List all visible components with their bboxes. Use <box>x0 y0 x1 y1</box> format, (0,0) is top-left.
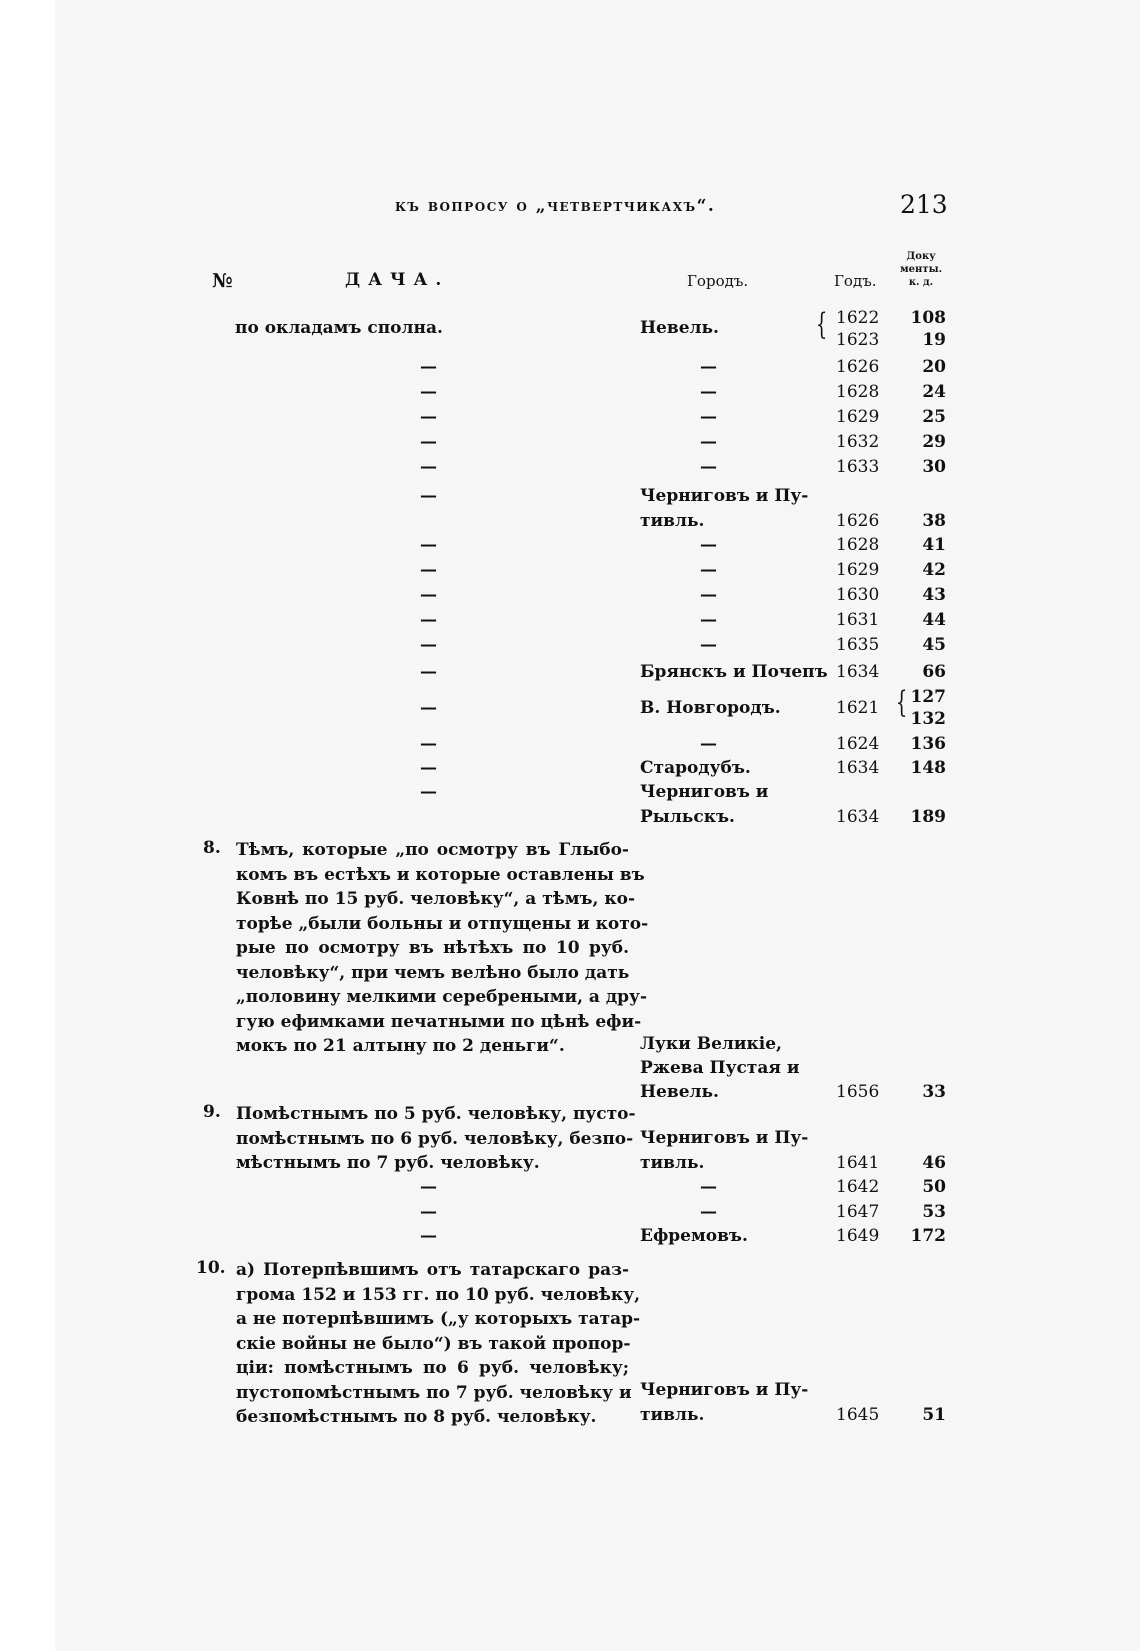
year-text: 1635 <box>836 635 880 655</box>
ditto-dash: — <box>700 432 717 452</box>
year-text: 1634 <box>836 807 880 827</box>
city-text: Брянскъ и Почепъ <box>640 662 828 682</box>
entry-paragraph <box>236 1258 641 1430</box>
ditto-dash: — <box>420 535 437 555</box>
year-text: 1647 <box>836 1202 880 1222</box>
ditto-dash: — <box>420 758 437 778</box>
ditto-dash: — <box>700 734 717 754</box>
city-text-line: Черниговъ и <box>640 782 769 802</box>
ditto-dash: — <box>420 734 437 754</box>
paragraph-line: скіе войны не было“) въ такой пропор- <box>236 1333 631 1354</box>
column-header-year: Годъ. <box>834 272 877 290</box>
city-text-line: Черниговъ и Пу- <box>640 1128 809 1148</box>
doc-number: 24 <box>922 382 946 402</box>
ditto-dash: — <box>700 535 717 555</box>
doc-number: 53 <box>922 1202 946 1222</box>
doc-number: 127 <box>910 687 946 707</box>
doc-number: 189 <box>910 807 946 827</box>
year-text: 1624 <box>836 734 880 754</box>
paragraph-line: человѣку“, при чемъ велѣно было дать <box>236 962 630 983</box>
year-text: 1645 <box>836 1405 880 1425</box>
docs-header-line: к. д. <box>908 277 934 288</box>
city-text: Ефремовъ. <box>640 1226 748 1246</box>
year-text: 1621 <box>836 698 880 718</box>
ditto-dash: — <box>420 1202 437 1222</box>
year-text: 1631 <box>836 610 880 630</box>
doc-number: 66 <box>922 662 946 682</box>
column-header-documents <box>900 250 942 289</box>
paragraph-line: грома 152 и 153 гг. по 10 руб. человѣку, <box>236 1284 640 1305</box>
paragraph-line: помѣстнымъ по 6 руб. человѣку, безпо- <box>236 1128 634 1149</box>
doc-number: 44 <box>922 610 946 630</box>
entry-paragraph <box>236 838 649 1059</box>
city-text-line: тивль. <box>640 511 705 531</box>
running-title: къ вопросу о „четвертчикахъ“. <box>395 196 716 216</box>
doc-number: 108 <box>910 308 946 328</box>
year-text: 1628 <box>836 535 880 555</box>
city-text: Невель. <box>640 318 719 338</box>
doc-number: 19 <box>922 330 946 350</box>
ditto-dash: — <box>700 560 717 580</box>
paragraph-line: а не потерпѣвшимъ („у которыхъ татар- <box>236 1309 641 1329</box>
entry-number: 10. <box>196 1258 226 1278</box>
doc-number: 25 <box>922 407 946 427</box>
ditto-dash: — <box>700 1177 717 1197</box>
paragraph-line: рые по осмотру въ нѣтѣхъ по 10 руб. <box>236 938 629 958</box>
brace-symbol: { <box>815 307 828 342</box>
page-number: 213 <box>900 190 948 219</box>
ditto-dash: — <box>420 662 437 682</box>
ditto-dash: — <box>420 357 437 377</box>
doc-number: 42 <box>922 560 946 580</box>
dacha-text: по окладамъ сполна. <box>235 318 443 338</box>
doc-number: 43 <box>922 585 946 605</box>
doc-number: 148 <box>910 758 946 778</box>
year-text: 1641 <box>836 1153 880 1173</box>
year-text: 1632 <box>836 432 880 452</box>
year-text: 1634 <box>836 662 880 682</box>
ditto-dash: — <box>700 1202 717 1222</box>
city-text-line: Невель. <box>640 1082 719 1102</box>
paragraph-line: мокъ по 21 алтыну по 2 деньги“. <box>236 1036 565 1056</box>
ditto-dash: — <box>420 486 437 506</box>
doc-number: 33 <box>922 1082 946 1102</box>
column-header-number: № <box>212 270 233 292</box>
ditto-dash: — <box>420 457 437 477</box>
year-text: 1634 <box>836 758 880 778</box>
ditto-dash: — <box>700 357 717 377</box>
paragraph-line: комъ въ естѣхъ и которые оставлены въ <box>236 864 645 885</box>
ditto-dash: — <box>700 457 717 477</box>
year-text: 1622 <box>836 308 880 328</box>
city-text-line: Черниговъ и Пу- <box>640 486 809 506</box>
city-text: Стародубъ. <box>640 758 751 778</box>
city-text-line: тивль. <box>640 1153 705 1173</box>
year-text: 1649 <box>836 1226 880 1246</box>
entry-paragraph <box>236 1102 636 1176</box>
city-text: В. Новгородъ. <box>640 698 781 718</box>
paragraph-line: гую ефимками печатными по цѣнѣ ефи- <box>236 1011 642 1032</box>
year-text: 1626 <box>836 511 880 531</box>
year-text: 1630 <box>836 585 880 605</box>
doc-number: 172 <box>910 1226 946 1246</box>
year-text: 1629 <box>836 560 880 580</box>
city-text-line: Луки Великіе, <box>640 1034 782 1054</box>
ditto-dash: — <box>420 585 437 605</box>
year-text: 1626 <box>836 357 880 377</box>
doc-number: 51 <box>922 1405 946 1425</box>
paragraph-line: Ковнѣ по 15 руб. человѣку“, а тѣмъ, ко- <box>236 889 636 909</box>
city-text-line: Ржева Пустая и <box>640 1058 800 1078</box>
ditto-dash: — <box>700 382 717 402</box>
year-text: 1656 <box>836 1082 880 1102</box>
year-text: 1623 <box>836 330 880 350</box>
doc-number: 45 <box>922 635 946 655</box>
city-text-line: Рыльскъ. <box>640 807 735 827</box>
ditto-dash: — <box>420 782 437 802</box>
ditto-dash: — <box>700 407 717 427</box>
paragraph-line: Тѣмъ, которые „по осмотру въ Глыбо- <box>236 840 629 860</box>
year-text: 1633 <box>836 457 880 477</box>
docs-header-line: Доку <box>906 251 936 262</box>
paragraph-line: а) Потерпѣвшимъ отъ татарскаго раз- <box>236 1260 629 1280</box>
paragraph-line: безпомѣстнымъ по 8 руб. человѣку. <box>236 1407 597 1427</box>
paragraph-line: торѣе „были больны и отпущены и кото- <box>236 913 649 934</box>
doc-number: 41 <box>922 535 946 555</box>
paragraph-line: пустопомѣстнымъ по 7 руб. человѣку и <box>236 1382 632 1403</box>
column-header-city: Городъ. <box>687 272 749 290</box>
doc-number: 29 <box>922 432 946 452</box>
paragraph-line: мѣстнымъ по 7 руб. человѣку. <box>236 1153 540 1173</box>
ditto-dash: — <box>700 635 717 655</box>
paragraph-line: „половину мелкими серебреными, а дру- <box>236 987 647 1007</box>
ditto-dash: — <box>420 560 437 580</box>
year-text: 1629 <box>836 407 880 427</box>
paragraph-line: Помѣстнымъ по 5 руб. человѣку, пусто- <box>236 1104 636 1124</box>
brace-symbol: { <box>895 685 908 720</box>
column-header-dacha: ДАЧА. <box>345 270 450 290</box>
doc-number: 20 <box>922 357 946 377</box>
city-text-line: Черниговъ и Пу- <box>640 1380 809 1400</box>
entry-number: 8. <box>203 838 221 858</box>
ditto-dash: — <box>700 585 717 605</box>
doc-number: 136 <box>910 734 946 754</box>
doc-number: 30 <box>922 457 946 477</box>
ditto-dash: — <box>420 432 437 452</box>
entry-number: 9. <box>203 1102 221 1122</box>
doc-number: 50 <box>922 1177 946 1197</box>
doc-number: 132 <box>910 709 946 729</box>
ditto-dash: — <box>420 610 437 630</box>
ditto-dash: — <box>420 1177 437 1197</box>
doc-number: 46 <box>922 1153 946 1173</box>
year-text: 1642 <box>836 1177 880 1197</box>
ditto-dash: — <box>420 382 437 402</box>
ditto-dash: — <box>420 407 437 427</box>
city-text-line: тивль. <box>640 1405 705 1425</box>
ditto-dash: — <box>420 1226 437 1246</box>
docs-header-line: менты. <box>900 264 943 275</box>
paragraph-line: ціи: помѣстнымъ по 6 руб. человѣку; <box>236 1358 629 1378</box>
ditto-dash: — <box>420 635 437 655</box>
year-text: 1628 <box>836 382 880 402</box>
running-header <box>0 190 1140 226</box>
doc-number: 38 <box>922 511 946 531</box>
ditto-dash: — <box>700 610 717 630</box>
ditto-dash: — <box>420 698 437 718</box>
